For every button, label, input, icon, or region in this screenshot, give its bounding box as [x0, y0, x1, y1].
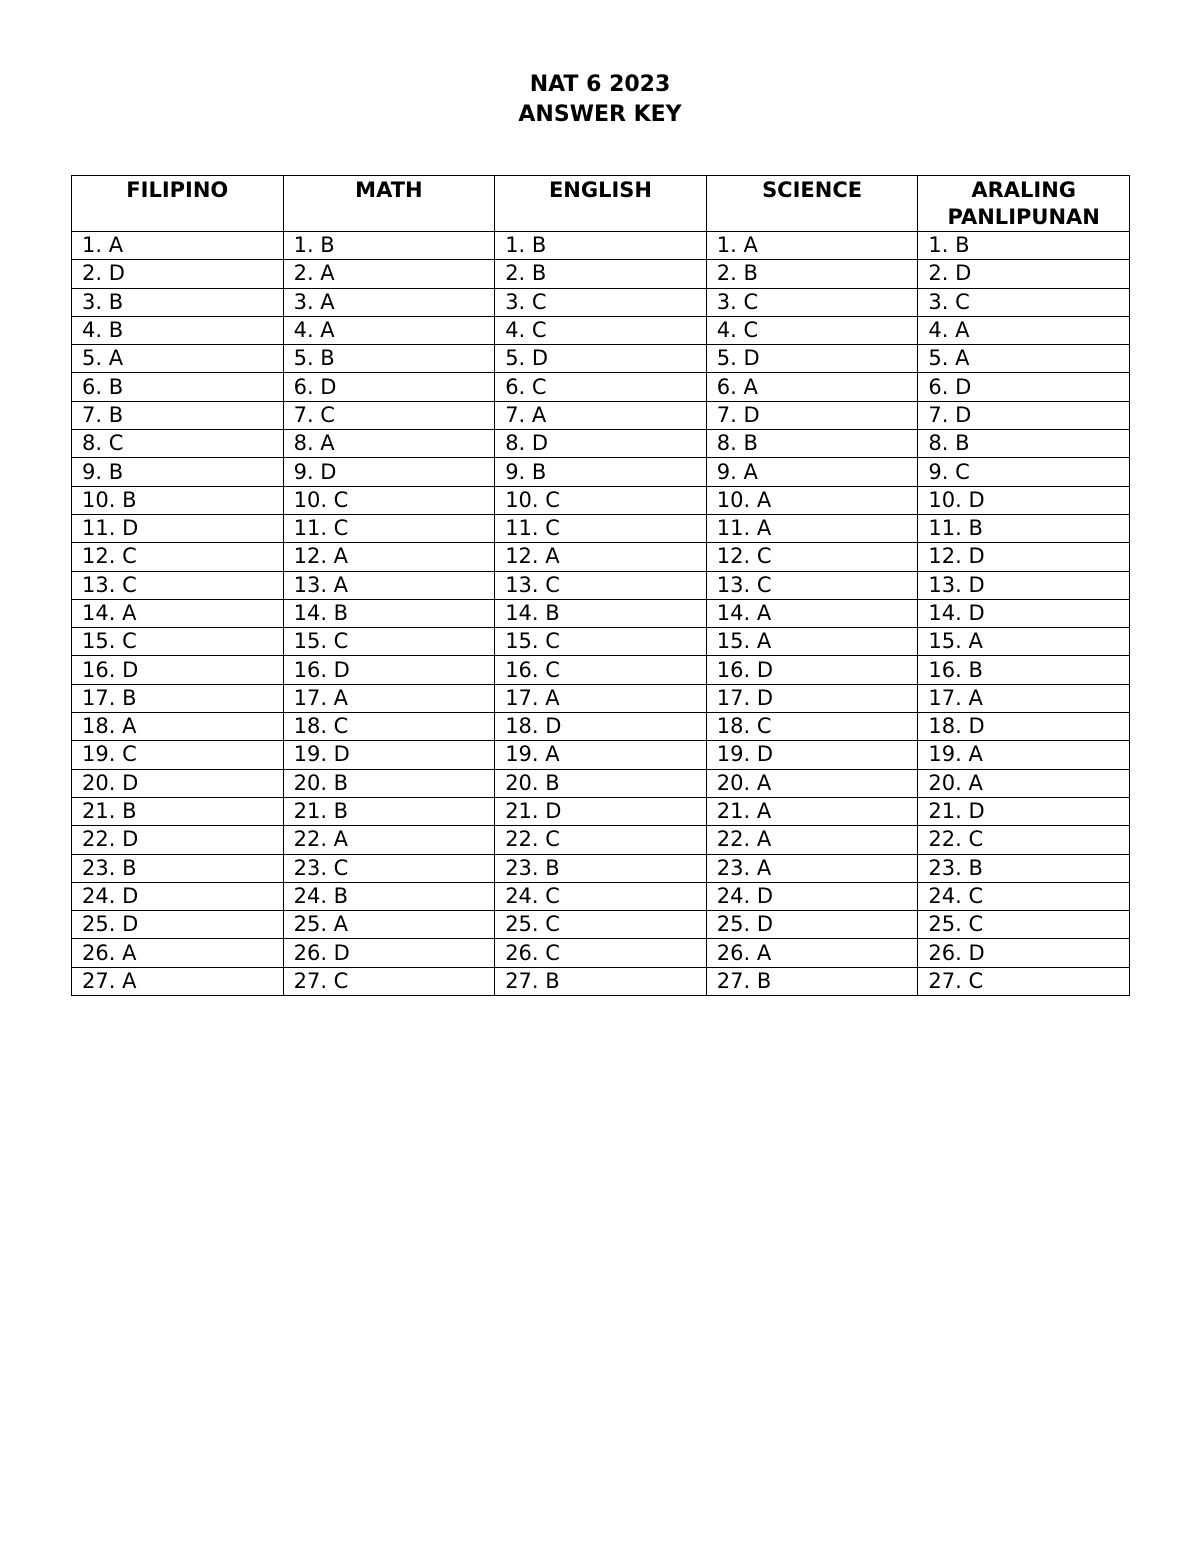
answer-cell-araling-panlipunan: 20. A: [918, 769, 1130, 797]
table-row: [72, 458, 1130, 486]
answer-cell-math: 11. C: [283, 514, 495, 542]
table-row: [72, 316, 1130, 344]
document-title: [0, 70, 1200, 130]
header-english: ENGLISH: [495, 176, 707, 232]
answer-cell-filipino: 15. C: [72, 628, 284, 656]
answer-cell-math: 5. B: [283, 345, 495, 373]
answer-cell-math: 27. C: [283, 967, 495, 995]
answer-cell-araling-panlipunan: 10. D: [918, 486, 1130, 514]
answer-cell-english: 5. D: [495, 345, 707, 373]
table-row: [72, 543, 1130, 571]
answer-cell-filipino: 25. D: [72, 911, 284, 939]
answer-cell-english: 22. C: [495, 826, 707, 854]
answer-cell-filipino: 10. B: [72, 486, 284, 514]
answer-cell-math: 9. D: [283, 458, 495, 486]
answer-cell-araling-panlipunan: 2. D: [918, 260, 1130, 288]
answer-cell-araling-panlipunan: 21. D: [918, 797, 1130, 825]
answer-cell-filipino: 6. B: [72, 373, 284, 401]
answer-key-header: [72, 176, 1130, 232]
answer-cell-araling-panlipunan: 19. A: [918, 741, 1130, 769]
answer-cell-science: 27. B: [706, 967, 918, 995]
answer-key-body: [72, 232, 1130, 996]
answer-cell-science: 22. A: [706, 826, 918, 854]
answer-cell-science: 6. A: [706, 373, 918, 401]
answer-cell-filipino: 26. A: [72, 939, 284, 967]
table-row: [72, 571, 1130, 599]
answer-cell-english: 7. A: [495, 401, 707, 429]
answer-cell-filipino: 24. D: [72, 882, 284, 910]
answer-cell-math: 12. A: [283, 543, 495, 571]
answer-cell-english: 9. B: [495, 458, 707, 486]
answer-cell-english: 24. C: [495, 882, 707, 910]
answer-cell-english: 20. B: [495, 769, 707, 797]
answer-cell-science: 10. A: [706, 486, 918, 514]
answer-cell-english: 15. C: [495, 628, 707, 656]
answer-cell-science: 16. D: [706, 656, 918, 684]
table-row: [72, 345, 1130, 373]
table-row: [72, 797, 1130, 825]
answer-cell-science: 5. D: [706, 345, 918, 373]
answer-cell-science: 15. A: [706, 628, 918, 656]
answer-cell-math: 13. A: [283, 571, 495, 599]
answer-cell-science: 23. A: [706, 854, 918, 882]
answer-cell-science: 4. C: [706, 316, 918, 344]
answer-cell-english: 26. C: [495, 939, 707, 967]
title-exam-name: NAT 6 2023: [529, 72, 671, 97]
answer-cell-filipino: 2. D: [72, 260, 284, 288]
answer-cell-english: 17. A: [495, 684, 707, 712]
answer-cell-filipino: 19. C: [72, 741, 284, 769]
answer-cell-araling-panlipunan: 14. D: [918, 599, 1130, 627]
answer-cell-araling-panlipunan: 8. B: [918, 430, 1130, 458]
answer-cell-math: 19. D: [283, 741, 495, 769]
answer-cell-english: 23. B: [495, 854, 707, 882]
answer-cell-araling-panlipunan: 7. D: [918, 401, 1130, 429]
answer-cell-math: 16. D: [283, 656, 495, 684]
answer-cell-science: 11. A: [706, 514, 918, 542]
header-araling-panlipunan: ARALING PANLIPUNAN: [918, 176, 1130, 232]
answer-cell-math: 15. C: [283, 628, 495, 656]
answer-cell-english: 8. D: [495, 430, 707, 458]
answer-cell-english: 14. B: [495, 599, 707, 627]
answer-cell-math: 22. A: [283, 826, 495, 854]
table-row: [72, 514, 1130, 542]
table-row: [72, 684, 1130, 712]
answer-cell-filipino: 18. A: [72, 713, 284, 741]
answer-cell-filipino: 11. D: [72, 514, 284, 542]
answer-cell-math: 4. A: [283, 316, 495, 344]
table-row: [72, 939, 1130, 967]
table-row: [72, 882, 1130, 910]
answer-cell-english: 18. D: [495, 713, 707, 741]
table-row: [72, 373, 1130, 401]
answer-cell-science: 8. B: [706, 430, 918, 458]
table-row: [72, 967, 1130, 995]
answer-cell-math: 21. B: [283, 797, 495, 825]
answer-cell-science: 9. A: [706, 458, 918, 486]
table-row: [72, 769, 1130, 797]
answer-cell-math: 23. C: [283, 854, 495, 882]
answer-cell-filipino: 4. B: [72, 316, 284, 344]
table-row: [72, 854, 1130, 882]
answer-cell-math: 14. B: [283, 599, 495, 627]
answer-cell-english: 2. B: [495, 260, 707, 288]
answer-cell-araling-panlipunan: 24. C: [918, 882, 1130, 910]
answer-cell-araling-panlipunan: 15. A: [918, 628, 1130, 656]
answer-cell-filipino: 21. B: [72, 797, 284, 825]
table-row: [72, 401, 1130, 429]
answer-cell-english: 10. C: [495, 486, 707, 514]
answer-cell-english: 25. C: [495, 911, 707, 939]
answer-cell-araling-panlipunan: 6. D: [918, 373, 1130, 401]
answer-cell-english: 12. A: [495, 543, 707, 571]
answer-cell-math: 20. B: [283, 769, 495, 797]
answer-cell-science: 26. A: [706, 939, 918, 967]
answer-cell-araling-panlipunan: 25. C: [918, 911, 1130, 939]
table-row: [72, 260, 1130, 288]
answer-cell-english: 1. B: [495, 232, 707, 260]
table-row: [72, 628, 1130, 656]
answer-cell-filipino: 23. B: [72, 854, 284, 882]
answer-cell-english: 19. A: [495, 741, 707, 769]
answer-cell-science: 19. D: [706, 741, 918, 769]
answer-cell-science: 21. A: [706, 797, 918, 825]
answer-cell-filipino: 8. C: [72, 430, 284, 458]
answer-cell-math: 7. C: [283, 401, 495, 429]
answer-cell-english: 13. C: [495, 571, 707, 599]
answer-cell-araling-panlipunan: 22. C: [918, 826, 1130, 854]
answer-cell-araling-panlipunan: 26. D: [918, 939, 1130, 967]
answer-cell-araling-panlipunan: 4. A: [918, 316, 1130, 344]
answer-cell-english: 6. C: [495, 373, 707, 401]
answer-cell-araling-panlipunan: 12. D: [918, 543, 1130, 571]
table-row: [72, 741, 1130, 769]
answer-cell-english: 16. C: [495, 656, 707, 684]
answer-cell-math: 26. D: [283, 939, 495, 967]
answer-cell-science: 13. C: [706, 571, 918, 599]
table-row: [72, 288, 1130, 316]
header-filipino: FILIPINO: [72, 176, 284, 232]
answer-cell-araling-panlipunan: 17. A: [918, 684, 1130, 712]
answer-cell-araling-panlipunan: 23. B: [918, 854, 1130, 882]
answer-cell-araling-panlipunan: 13. D: [918, 571, 1130, 599]
answer-cell-araling-panlipunan: 11. B: [918, 514, 1130, 542]
answer-cell-english: 3. C: [495, 288, 707, 316]
table-row: [72, 599, 1130, 627]
answer-cell-science: 7. D: [706, 401, 918, 429]
answer-cell-science: 18. C: [706, 713, 918, 741]
answer-cell-araling-panlipunan: 5. A: [918, 345, 1130, 373]
answer-cell-filipino: 13. C: [72, 571, 284, 599]
answer-cell-math: 1. B: [283, 232, 495, 260]
answer-cell-math: 25. A: [283, 911, 495, 939]
answer-cell-math: 2. A: [283, 260, 495, 288]
answer-cell-math: 17. A: [283, 684, 495, 712]
answer-cell-math: 3. A: [283, 288, 495, 316]
answer-cell-math: 24. B: [283, 882, 495, 910]
answer-cell-science: 24. D: [706, 882, 918, 910]
answer-key-table: [71, 175, 1130, 996]
answer-cell-filipino: 3. B: [72, 288, 284, 316]
answer-cell-filipino: 5. A: [72, 345, 284, 373]
table-row: [72, 430, 1130, 458]
answer-cell-araling-panlipunan: 1. B: [918, 232, 1130, 260]
answer-cell-filipino: 1. A: [72, 232, 284, 260]
answer-cell-filipino: 14. A: [72, 599, 284, 627]
table-row: [72, 486, 1130, 514]
answer-cell-science: 3. C: [706, 288, 918, 316]
answer-cell-science: 1. A: [706, 232, 918, 260]
answer-cell-filipino: 17. B: [72, 684, 284, 712]
answer-cell-filipino: 12. C: [72, 543, 284, 571]
table-row: [72, 713, 1130, 741]
table-row: [72, 911, 1130, 939]
answer-cell-araling-panlipunan: 27. C: [918, 967, 1130, 995]
answer-cell-science: 12. C: [706, 543, 918, 571]
answer-cell-english: 21. D: [495, 797, 707, 825]
answer-cell-science: 20. A: [706, 769, 918, 797]
table-row: [72, 232, 1130, 260]
answer-cell-science: 2. B: [706, 260, 918, 288]
answer-cell-araling-panlipunan: 18. D: [918, 713, 1130, 741]
answer-cell-english: 11. C: [495, 514, 707, 542]
answer-cell-araling-panlipunan: 16. B: [918, 656, 1130, 684]
header-math: MATH: [283, 176, 495, 232]
header-row: [72, 176, 1130, 232]
answer-cell-filipino: 22. D: [72, 826, 284, 854]
table-row: [72, 826, 1130, 854]
answer-cell-araling-panlipunan: 3. C: [918, 288, 1130, 316]
answer-cell-filipino: 7. B: [72, 401, 284, 429]
answer-cell-math: 18. C: [283, 713, 495, 741]
answer-cell-filipino: 27. A: [72, 967, 284, 995]
answer-cell-math: 10. C: [283, 486, 495, 514]
title-answer-key: ANSWER KEY: [518, 102, 682, 127]
answer-cell-english: 27. B: [495, 967, 707, 995]
answer-cell-english: 4. C: [495, 316, 707, 344]
table-row: [72, 656, 1130, 684]
header-science: SCIENCE: [706, 176, 918, 232]
answer-cell-filipino: 9. B: [72, 458, 284, 486]
answer-cell-araling-panlipunan: 9. C: [918, 458, 1130, 486]
answer-cell-science: 14. A: [706, 599, 918, 627]
answer-cell-filipino: 16. D: [72, 656, 284, 684]
answer-cell-math: 6. D: [283, 373, 495, 401]
answer-cell-math: 8. A: [283, 430, 495, 458]
answer-cell-filipino: 20. D: [72, 769, 284, 797]
answer-cell-science: 17. D: [706, 684, 918, 712]
answer-cell-science: 25. D: [706, 911, 918, 939]
